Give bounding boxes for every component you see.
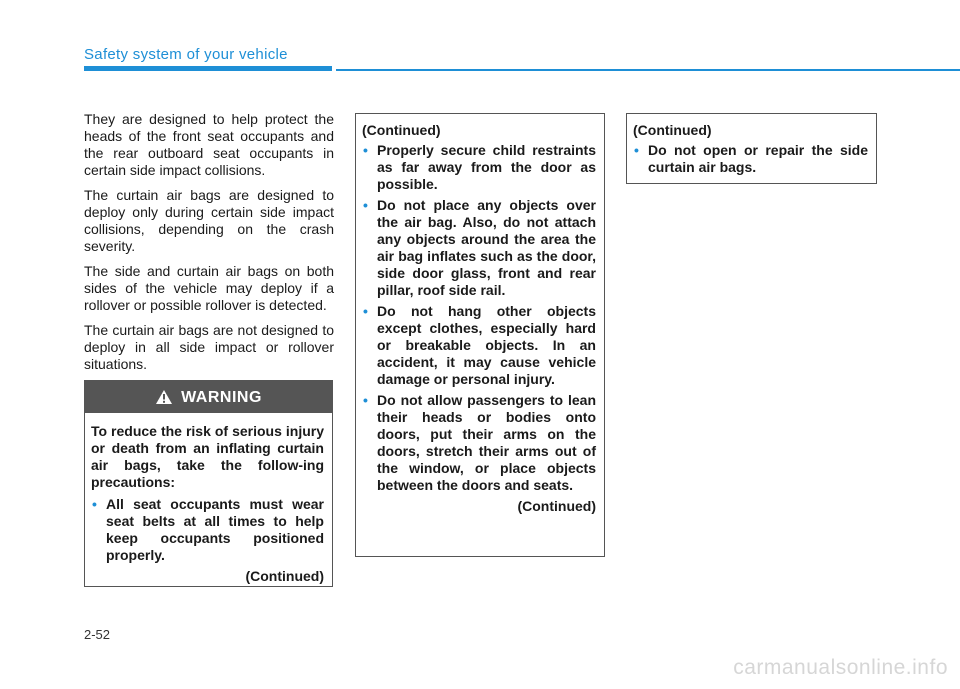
continued-label: (Continued): [245, 568, 324, 584]
precaution-bullets: [362, 142, 596, 494]
list-item: • Do not place any objects over the air bag. Also, do not attach any objects around the area the air bag inflates such as the door, side door glass, front and rear pillar, roof side rail.: [363, 197, 596, 298]
continued-label: (Continued): [517, 498, 596, 514]
section-title: Safety system of your vehicle: [84, 46, 288, 63]
continued-label: (Continued): [633, 122, 712, 138]
warning-triangle-icon: [155, 389, 173, 405]
header-accent-bar: [84, 66, 332, 71]
bullet-icon: •: [363, 197, 368, 213]
list-item: • Do not hang other objects except clothes, especially hard or breakable objects. In an accident, it may cause vehicle damage or personal injury.: [363, 303, 596, 387]
warning-label: WARNING: [181, 388, 262, 406]
warning-box: [84, 380, 333, 587]
paragraph: The curtain air bags are not designed to deploy in all side impact or rollover situations.: [84, 322, 334, 372]
continued-box-2: [355, 113, 605, 557]
bullet-icon: •: [92, 496, 97, 512]
bullet-icon: •: [363, 142, 368, 158]
paragraph: They are designed to help protect the heads of the front seat occupants and the rear outboard seat occupants in certain side impact collisions.: [84, 111, 334, 178]
page-number: 2-52: [84, 627, 111, 642]
watermark: carmanualsonline.info: [733, 656, 948, 679]
continued-box-3: [626, 113, 877, 184]
warning-header: [85, 381, 332, 413]
warning-intro: To reduce the risk of serious injury or death from an inflating curtain air bags, take the follow-ing precautions:: [91, 423, 324, 490]
continued-label: (Continued): [362, 122, 441, 138]
body-text: [84, 111, 334, 381]
precaution-bullets: [633, 142, 868, 176]
bullet-icon: •: [363, 392, 368, 408]
bullet-icon: •: [363, 303, 368, 319]
list-item: • Properly secure child restraints as far away from the door as possible.: [363, 142, 596, 192]
list-item: • Do not open or repair the side curtain air bags.: [634, 142, 868, 175]
list-item: • Do not allow passengers to lean their heads or bodies onto doors, put their arms on the doors, stretch their arms out of the window, or place objects between the doors and seats.: [363, 392, 596, 493]
paragraph: The side and curtain air bags on both sides of the vehicle may deploy if a rollover or possible rollover is detected.: [84, 263, 334, 313]
warning-bullets: [91, 496, 324, 564]
header-rule: [336, 69, 960, 71]
bullet-icon: •: [634, 142, 639, 158]
list-item: • All seat occupants must wear seat belts at all times to help keep occupants positioned properly.: [92, 496, 324, 563]
paragraph: The curtain air bags are designed to deploy only during certain side impact collisions, depending on the crash severity.: [84, 187, 334, 254]
